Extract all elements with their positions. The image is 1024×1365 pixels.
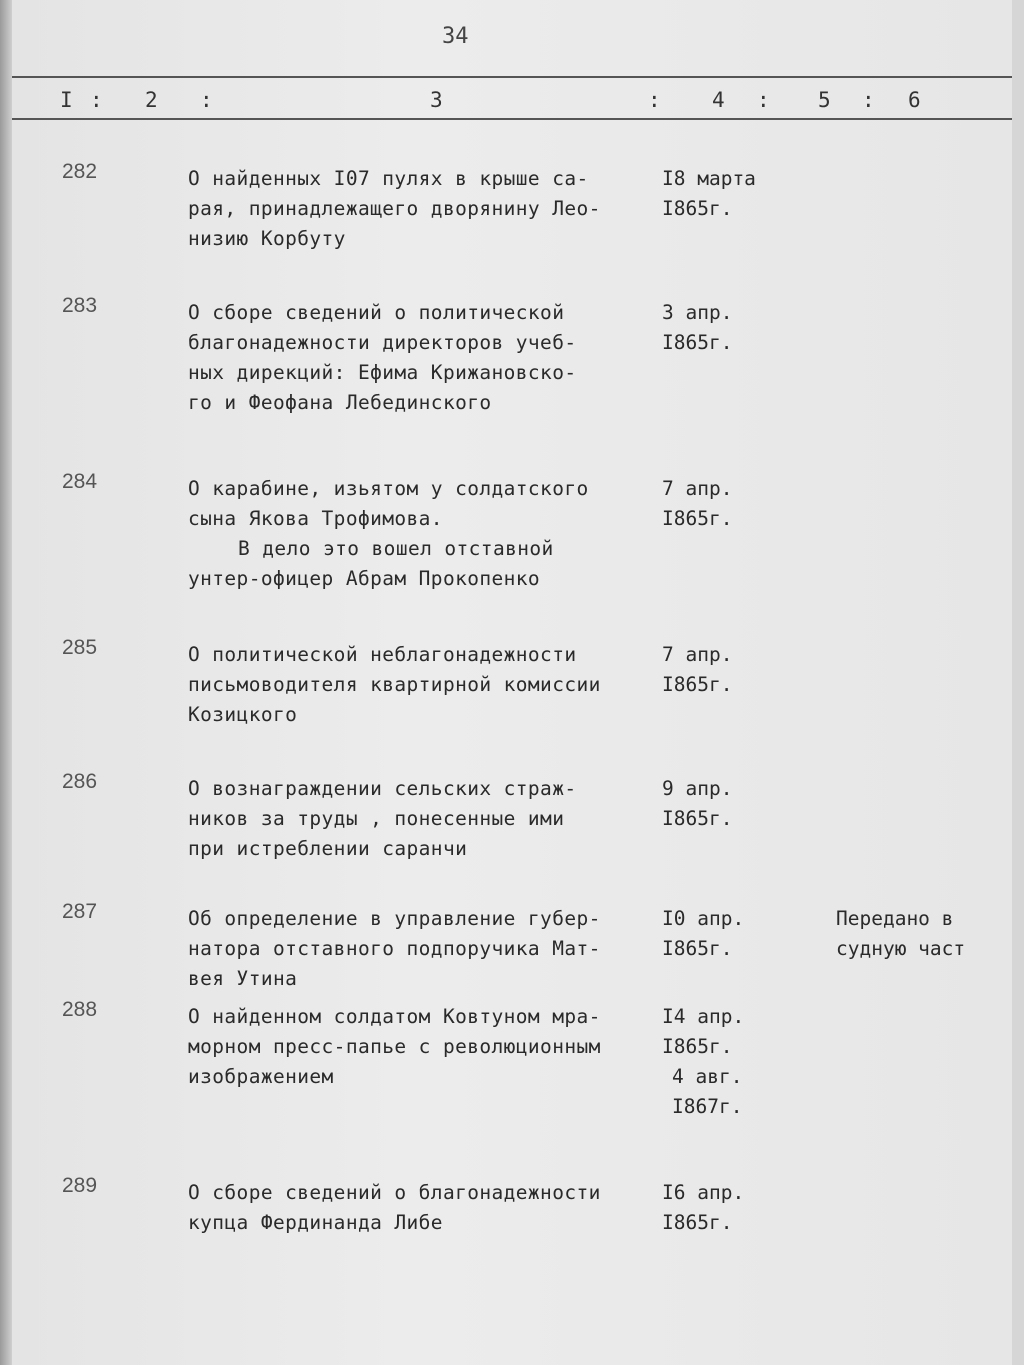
entry-description (188, 774, 658, 864)
entry-number: 285 (62, 636, 98, 659)
entry-date (662, 298, 782, 358)
date-line: 9 апр. (662, 777, 733, 800)
description-line: рая, принадлежащего дворянину Лео- (188, 197, 601, 220)
header-top-rule (12, 76, 1012, 78)
entry-description (188, 474, 658, 594)
entry-number: 288 (62, 998, 98, 1021)
description-line: морном пресс-папье с революционным (188, 1035, 601, 1058)
date-line: I867г. (672, 1095, 743, 1118)
entry-note (836, 904, 1006, 964)
description-line: натора отставного подпоручика Мат- (188, 937, 601, 960)
description-line: О сборе сведений о благонадежности (188, 1181, 601, 1204)
date-line: I865г. (662, 807, 733, 830)
description-line: изображением (188, 1065, 334, 1088)
entry-description (188, 1002, 658, 1092)
description-line: О карабине, изьятом у солдатского (188, 477, 589, 500)
description-line: О найденных I07 пулях в крыше са- (188, 167, 589, 190)
date-line: 4 авг. (672, 1065, 743, 1088)
date-line: 7 апр. (662, 643, 733, 666)
entry-description (188, 298, 658, 418)
description-line: купца Фердинанда Либе (188, 1211, 443, 1234)
entry-number: 283 (62, 294, 98, 317)
description-line: низию Корбуту (188, 227, 346, 250)
date-line: I865г. (662, 937, 733, 960)
description-line: В дело это вошел отставной (238, 537, 554, 560)
column-separator: : (862, 88, 875, 112)
date-line: I865г. (662, 673, 733, 696)
column-header-6: 6 (908, 88, 921, 112)
note-line: судную част (836, 937, 966, 960)
date-line: I865г. (662, 331, 733, 354)
description-line: О сборе сведений о политической (188, 301, 565, 324)
entry-date (662, 640, 782, 700)
description-line: го и Феофана Лебединского (188, 391, 492, 414)
entry-date (662, 1178, 782, 1238)
date-line: I4 апр. (662, 1005, 745, 1028)
column-header-1: I (60, 88, 73, 112)
entry-number: 284 (62, 470, 98, 493)
column-separator: : (200, 88, 213, 112)
description-line: ных дирекций: Ефима Крижановско- (188, 361, 577, 384)
description-line: О вознаграждении сельских страж- (188, 777, 577, 800)
entry-number: 289 (62, 1174, 98, 1197)
entry-date (662, 904, 782, 964)
column-header-5: 5 (818, 88, 831, 112)
description-line: благонадежности директоров учеб- (188, 331, 577, 354)
description-line: сына Якова Трофимова. (188, 507, 443, 530)
description-line: Об определение в управление губер- (188, 907, 601, 930)
description-line: унтер-офицер Абрам Прокопенко (188, 567, 541, 590)
description-line: О политической неблагонадежности (188, 643, 577, 666)
document-page (12, 0, 1012, 1365)
entry-date (662, 1002, 782, 1122)
column-header-4: 4 (712, 88, 725, 112)
date-line: 3 апр. (662, 301, 733, 324)
date-line: I865г. (662, 1035, 733, 1058)
date-line: I865г. (662, 1211, 733, 1234)
column-header-3: 3 (430, 88, 443, 112)
entry-number: 286 (62, 770, 98, 793)
column-header-2: 2 (145, 88, 158, 112)
page-binding-edge (0, 0, 12, 1365)
description-line: письмоводителя квартирной комиссии (188, 673, 601, 696)
entry-number: 282 (62, 160, 98, 183)
header-bottom-rule (12, 118, 1012, 120)
entry-description (188, 640, 658, 730)
date-line: I865г. (662, 507, 733, 530)
entry-description (188, 1178, 658, 1238)
note-line: Передано в (836, 907, 954, 930)
date-line: I865г. (662, 197, 733, 220)
description-line: ников за труды , понесенные ими (188, 807, 565, 830)
entry-date (662, 474, 782, 534)
entry-date (662, 774, 782, 834)
entry-number: 287 (62, 900, 98, 923)
entry-description (188, 164, 658, 254)
date-line: I6 апр. (662, 1181, 745, 1204)
description-line: Козицкого (188, 703, 298, 726)
description-line: вея Утина (188, 967, 298, 990)
date-line: 7 апр. (662, 477, 733, 500)
description-line: при истреблении саранчи (188, 837, 468, 860)
entry-description (188, 904, 658, 994)
column-separator: : (757, 88, 770, 112)
date-line: I0 апр. (662, 907, 745, 930)
column-separator: : (90, 88, 103, 112)
entry-date (662, 164, 782, 224)
column-separator: : (648, 88, 661, 112)
date-line: I8 марта (662, 167, 756, 190)
page-number: 34 (442, 24, 469, 49)
description-line: О найденном солдатом Ковтуном мра- (188, 1005, 601, 1028)
